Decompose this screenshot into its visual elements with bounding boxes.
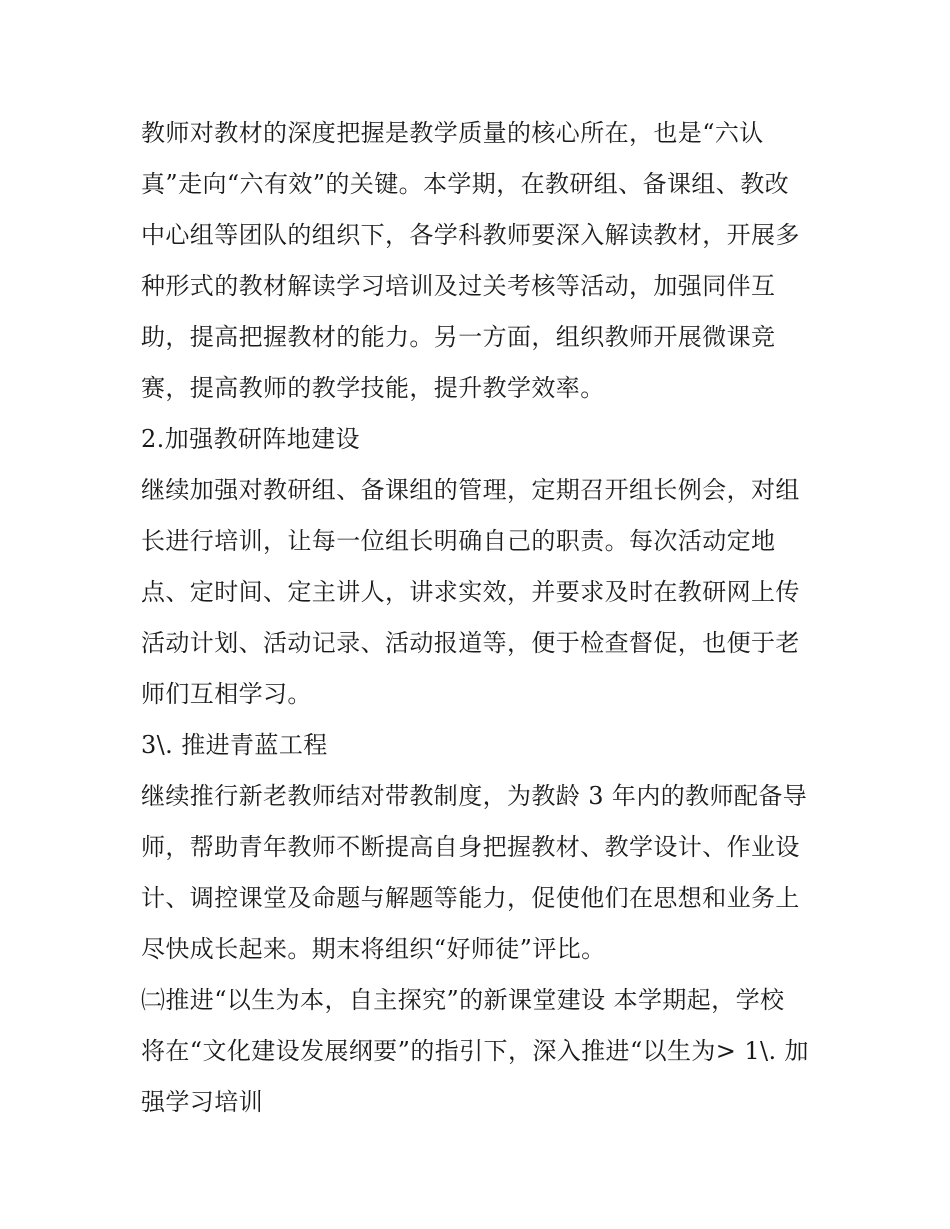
paragraph-line: 教师对教材的深度把握是教学质量的核心所在，也是“六认 [141, 119, 764, 147]
paragraph-line: 点、定时间、定主讲人，讲求实效，并要求及时在教研网上传 [141, 578, 800, 606]
paragraph-line: 赛，提高教师的教学技能，提升教学效率。 [141, 374, 605, 402]
section-heading: 2.加强教研阵地建设 [141, 425, 360, 453]
paragraph-line: 中心组等团队的组织下，各学科教师要深入解读教材，开展多 [141, 221, 800, 249]
paragraph-line: 师，帮助青年教师不断提高自身把握教材、教学设计、作业设 [141, 833, 800, 861]
section-heading: 3\. 推进青蓝工程 [141, 731, 328, 759]
paragraph-line: 将在“文化建设发展纲要”的指引下，深入推进“以生为> 1\. 加 [141, 1037, 809, 1065]
paragraph-line: 尽快成长起来。期末将组织“好师徒”评比。 [141, 935, 606, 963]
paragraph-line: 强学习培训 [141, 1088, 263, 1116]
paragraph-line: 继续加强对教研组、备课组的管理，定期召开组长例会，对组 [141, 476, 800, 504]
paragraph-line: 长进行培训，让每一位组长明确自己的职责。每次活动定地 [141, 527, 776, 555]
paragraph-line: 种形式的教材解读学习培训及过关考核等活动，加强同伴互 [141, 272, 776, 300]
paragraph-line: 师们互相学习。 [141, 680, 312, 708]
paragraph-line: 计、调控课堂及命题与解题等能力，促使他们在思想和业务上 [141, 884, 800, 912]
paragraph-line: ㈡推进“以生为本，自主探究”的新课堂建设 本学期起，学校 [141, 986, 785, 1014]
document-body [141, 108, 821, 1128]
paragraph-line: 继续推行新老教师结对带教制度，为教龄 3 年内的教师配备导 [141, 782, 808, 810]
paragraph-line: 助，提高把握教材的能力。另一方面，组织教师开展微课竞 [141, 323, 776, 351]
paragraph-line: 真”走向“六有效”的关键。本学期，在教研组、备课组、教改 [141, 170, 790, 198]
paragraph-line: 活动计划、活动记录、活动报道等，便于检查督促，也便于老 [141, 629, 800, 657]
